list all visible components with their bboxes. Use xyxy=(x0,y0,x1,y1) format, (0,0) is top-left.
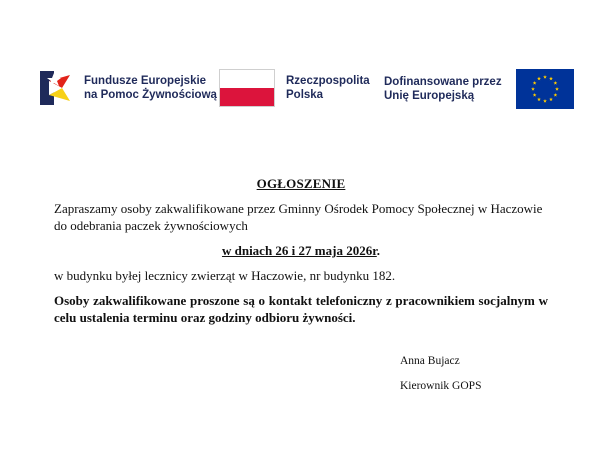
logo-bar xyxy=(0,0,600,120)
eu-cofinancing-label: Dofinansowane przez Unię Europejską xyxy=(384,76,502,102)
eu-cofinancing-logo xyxy=(384,69,574,109)
rzeczpospolita-polska-logo xyxy=(219,69,370,107)
signature-role: Kierownik GOPS xyxy=(400,380,482,392)
eu-flag-icon xyxy=(516,69,574,109)
location-paragraph: w budynku byłej lecznicy zwierząt w Haczowie, nr budynku 182. xyxy=(54,268,396,283)
contact-instructions: Osoby zakwalifikowane proszone są o kontakt telefoniczny z pracownikiem socjalnym w celu ustalenia terminu oraz godziny odbioru żywności. xyxy=(54,293,548,325)
distribution-dates-suffix: . xyxy=(376,243,381,258)
fundusze-europejskie-label: Fundusze Europejskie na Pomoc Żywnościową xyxy=(84,75,217,101)
distribution-dates xyxy=(54,243,548,259)
distribution-dates-underlined: w dniach 26 i 27 maja 2026r xyxy=(221,243,377,258)
signature-name: Anna Bujacz xyxy=(400,355,460,367)
fundusze-europejskie-logo xyxy=(40,69,217,107)
rzeczpospolita-polska-label: Rzeczpospolita Polska xyxy=(286,75,370,101)
polish-flag-icon xyxy=(219,69,275,107)
fundusze-europejskie-star-icon xyxy=(40,69,76,107)
invitation-paragraph: Zapraszamy osoby zakwalifikowane przez Gminny Ośrodek Pomocy Społecznej w Haczowie do odebrania paczek żywnościowych xyxy=(54,201,543,233)
announcement-title: OGŁOSZENIE xyxy=(256,176,346,191)
